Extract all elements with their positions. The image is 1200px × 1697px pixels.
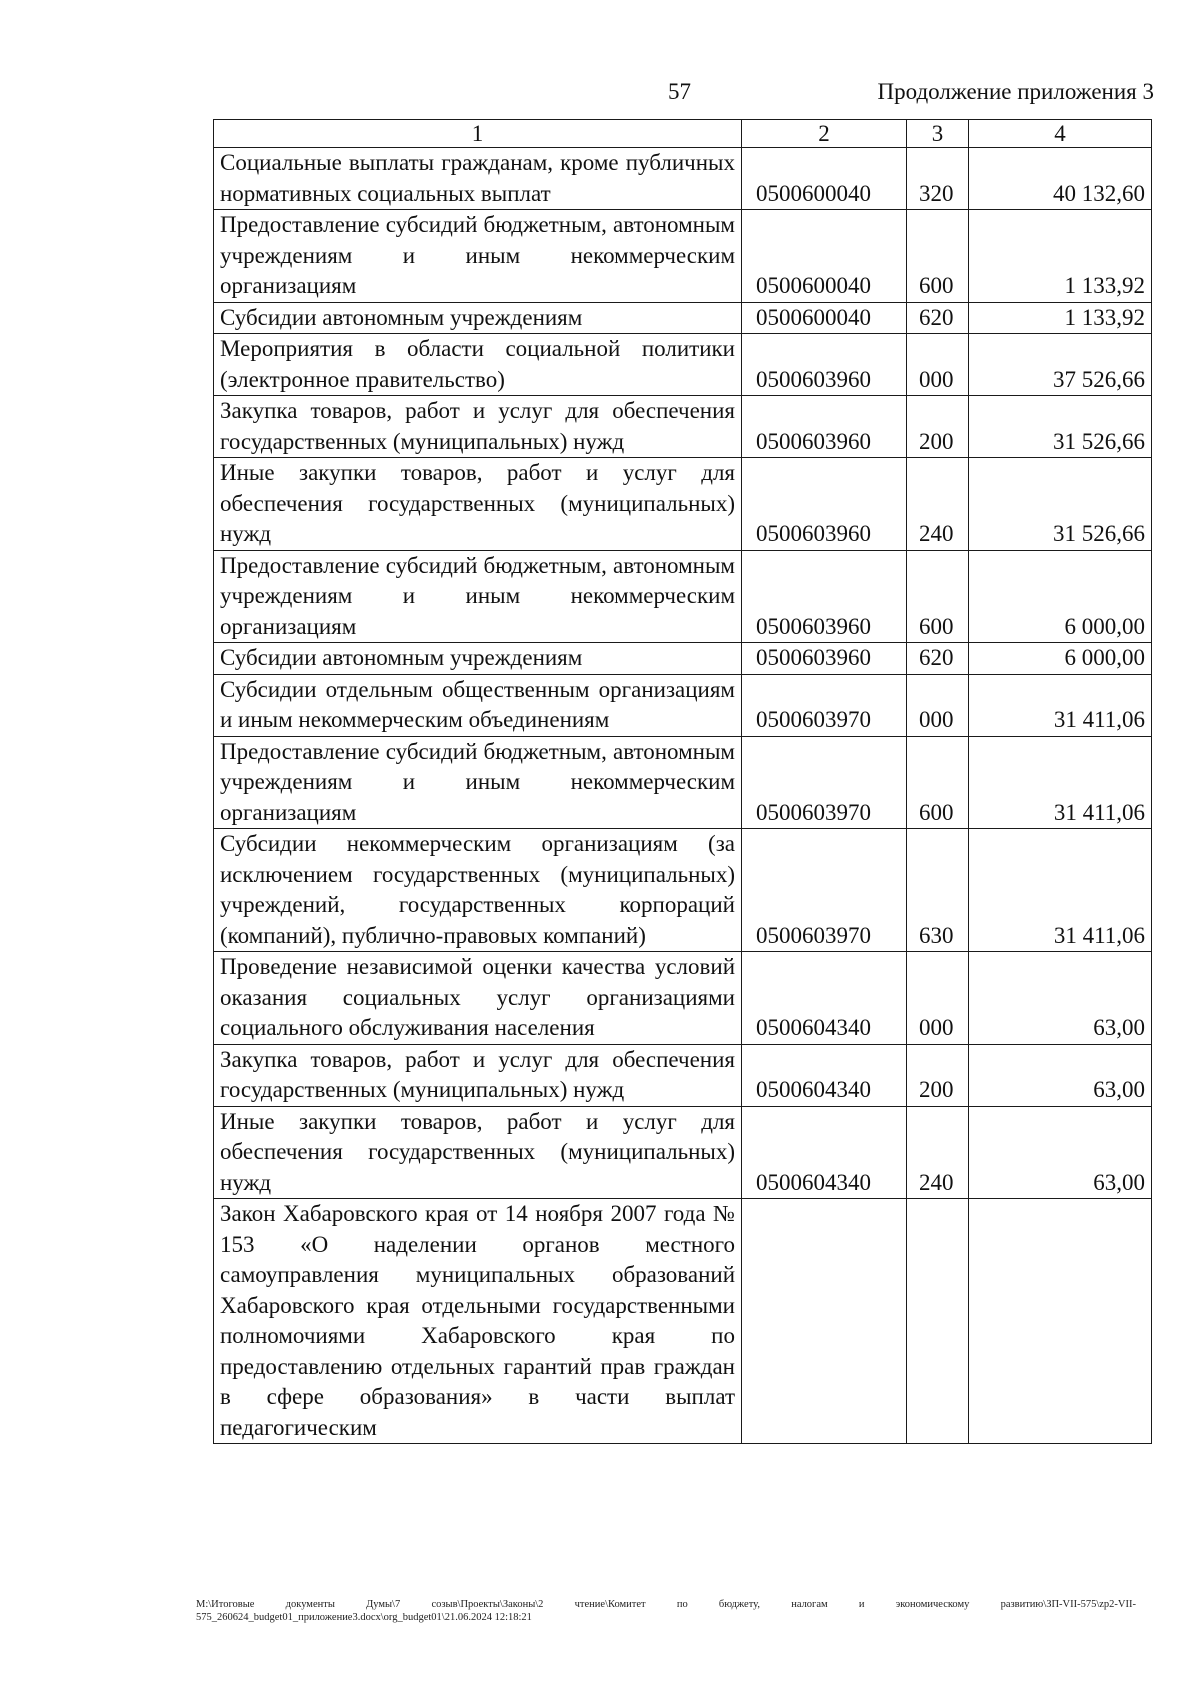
row-sum-cell: 1 133,92 bbox=[969, 210, 1152, 303]
row-name-cell: Иные закупки товаров, работ и услуг для обеспечения государственных (муниципальных) нужд bbox=[214, 1106, 742, 1199]
row-code-cell: 0500600040 bbox=[742, 210, 907, 303]
table-row bbox=[214, 952, 1152, 1045]
row-expense-type-cell: 000 bbox=[907, 952, 969, 1045]
row-code-cell bbox=[742, 1199, 907, 1444]
row-code-cell: 0500603970 bbox=[742, 674, 907, 736]
row-expense-type-cell: 240 bbox=[907, 1106, 969, 1199]
row-name-cell: Предоставление субсидий бюджетным, автономным учреждениям и иным некоммерческим организациям bbox=[214, 550, 742, 643]
row-sum-cell: 31 411,06 bbox=[969, 674, 1152, 736]
table-row bbox=[214, 829, 1152, 952]
row-name-cell: Проведение независимой оценки качества условий оказания социальных услуг организациями социального обслуживания населения bbox=[214, 952, 742, 1045]
row-name-cell: Субсидии отдельным общественным организациям и иным некоммерческим объединениям bbox=[214, 674, 742, 736]
row-name-cell: Закупка товаров, работ и услуг для обеспечения государственных (муниципальных) нужд bbox=[214, 1044, 742, 1106]
row-name-cell: Субсидии некоммерческим организациям (за исключением государственных (муниципальных) учреждений, государственных корпораций (компаний), публично-правовых компаний) bbox=[214, 829, 742, 952]
row-sum-cell: 63,00 bbox=[969, 952, 1152, 1045]
table-row bbox=[214, 1199, 1152, 1444]
row-code-cell: 0500603960 bbox=[742, 334, 907, 396]
row-sum-cell: 1 133,92 bbox=[969, 302, 1152, 334]
table-header-row bbox=[214, 120, 1152, 148]
row-sum-cell: 37 526,66 bbox=[969, 334, 1152, 396]
row-name-cell: Закон Хабаровского края от 14 ноября 2007 года № 153 «О наделении органов местного самоуправления муниципальных образований Хабаровского края отдельными государственными полномочиями Хабаровского края по предоставлению отдельных гарантий прав граждан в сфере образования» в части выплат педагогическим bbox=[214, 1199, 742, 1444]
continuation-caption: Продолжение приложения 3 bbox=[877, 79, 1154, 104]
page-number: 57 bbox=[668, 79, 691, 104]
row-name-cell: Закупка товаров, работ и услуг для обеспечения государственных (муниципальных) нужд bbox=[214, 396, 742, 458]
table-row bbox=[214, 458, 1152, 551]
table-row bbox=[214, 148, 1152, 210]
row-expense-type-cell: 200 bbox=[907, 1044, 969, 1106]
table-row bbox=[214, 736, 1152, 829]
row-code-cell: 0500604340 bbox=[742, 1044, 907, 1106]
row-expense-type-cell: 600 bbox=[907, 736, 969, 829]
table-row bbox=[214, 550, 1152, 643]
row-sum-cell: 31 411,06 bbox=[969, 829, 1152, 952]
row-code-cell: 0500603960 bbox=[742, 458, 907, 551]
row-name-cell: Социальные выплаты гражданам, кроме публичных нормативных социальных выплат bbox=[214, 148, 742, 210]
column-header-sum: 4 bbox=[969, 120, 1152, 148]
row-sum-cell: 40 132,60 bbox=[969, 148, 1152, 210]
footer-file-path: M:\Итоговые документы Думы\7 созыв\Проекты\Законы\2 чтение\Комитет по бюджету, налогам и экономическому развитию\ЗП-VII-575\zp2-VII-575_260624_budget01_приложение3.docx\org_budget01\21.06.2024 12:18:21 bbox=[196, 1599, 1136, 1623]
row-sum-cell bbox=[969, 1199, 1152, 1444]
table-row bbox=[214, 643, 1152, 675]
table-row bbox=[214, 396, 1152, 458]
row-sum-cell: 6 000,00 bbox=[969, 550, 1152, 643]
row-sum-cell: 63,00 bbox=[969, 1106, 1152, 1199]
row-code-cell: 0500603970 bbox=[742, 829, 907, 952]
row-expense-type-cell bbox=[907, 1199, 969, 1444]
row-expense-type-cell: 320 bbox=[907, 148, 969, 210]
column-header-code: 2 bbox=[742, 120, 907, 148]
table-body bbox=[214, 148, 1152, 1444]
row-code-cell: 0500603960 bbox=[742, 396, 907, 458]
row-name-cell: Мероприятия в области социальной политики (электронное правительство) bbox=[214, 334, 742, 396]
row-name-cell: Предоставление субсидий бюджетным, автономным учреждениям и иным некоммерческим организациям bbox=[214, 210, 742, 303]
budget-table bbox=[213, 119, 1152, 1444]
row-name-cell: Субсидии автономным учреждениям bbox=[214, 302, 742, 334]
row-sum-cell: 6 000,00 bbox=[969, 643, 1152, 675]
row-expense-type-cell: 200 bbox=[907, 396, 969, 458]
row-expense-type-cell: 620 bbox=[907, 643, 969, 675]
row-sum-cell: 31 411,06 bbox=[969, 736, 1152, 829]
row-expense-type-cell: 600 bbox=[907, 550, 969, 643]
row-expense-type-cell: 600 bbox=[907, 210, 969, 303]
row-expense-type-cell: 630 bbox=[907, 829, 969, 952]
table-row bbox=[214, 674, 1152, 736]
row-code-cell: 0500600040 bbox=[742, 302, 907, 334]
table-row bbox=[214, 1044, 1152, 1106]
row-code-cell: 0500604340 bbox=[742, 1106, 907, 1199]
row-sum-cell: 31 526,66 bbox=[969, 396, 1152, 458]
row-expense-type-cell: 000 bbox=[907, 674, 969, 736]
row-code-cell: 0500603970 bbox=[742, 736, 907, 829]
row-expense-type-cell: 240 bbox=[907, 458, 969, 551]
row-code-cell: 0500603960 bbox=[742, 550, 907, 643]
row-expense-type-cell: 620 bbox=[907, 302, 969, 334]
column-header-expense-type: 3 bbox=[907, 120, 969, 148]
row-name-cell: Предоставление субсидий бюджетным, автономным учреждениям и иным некоммерческим организациям bbox=[214, 736, 742, 829]
row-code-cell: 0500603960 bbox=[742, 643, 907, 675]
table-row bbox=[214, 334, 1152, 396]
table-row bbox=[214, 210, 1152, 303]
row-sum-cell: 63,00 bbox=[969, 1044, 1152, 1106]
row-sum-cell: 31 526,66 bbox=[969, 458, 1152, 551]
table-row bbox=[214, 302, 1152, 334]
row-code-cell: 0500600040 bbox=[742, 148, 907, 210]
row-code-cell: 0500604340 bbox=[742, 952, 907, 1045]
row-name-cell: Субсидии автономным учреждениям bbox=[214, 643, 742, 675]
row-name-cell: Иные закупки товаров, работ и услуг для обеспечения государственных (муниципальных) нужд bbox=[214, 458, 742, 551]
row-expense-type-cell: 000 bbox=[907, 334, 969, 396]
table-row bbox=[214, 1106, 1152, 1199]
column-header-name: 1 bbox=[214, 120, 742, 148]
